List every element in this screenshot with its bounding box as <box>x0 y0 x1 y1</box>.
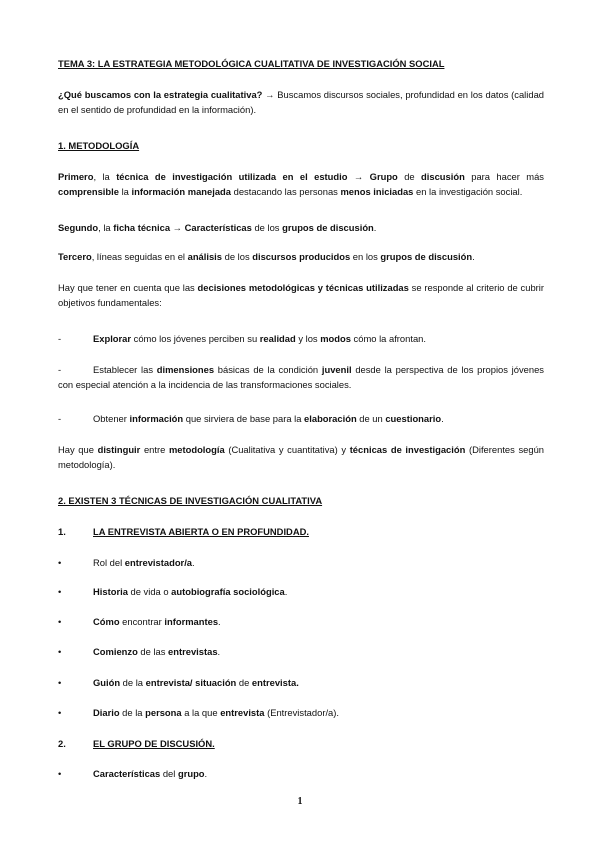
section-2-heading <box>58 493 544 508</box>
primero-paragraph: Primero, la técnica de investigación utilizada en el estudio → Grupo de discusión para hacer más comprensible la información manejada destacando las personas menos iniciadas en la investigación social. <box>58 171 544 197</box>
section-2-heading-text: 2. EXISTEN 3 TÉCNICAS DE INVESTIGACIÓN CUALITATIVA <box>58 495 323 506</box>
dash-marker: - <box>58 413 62 424</box>
dash-marker: - <box>58 364 62 375</box>
tercero-paragraph: Tercero, líneas seguidas en el análisis de los discursos producidos en los grupos de discusión. <box>58 251 475 262</box>
bullet-marker: • <box>58 768 62 779</box>
section-1-heading-text: 1. METODOLOGÍA <box>58 140 140 151</box>
segundo-paragraph: Segundo, la ficha técnica → Características de los grupos de discusión. <box>58 222 377 233</box>
dash-marker: - <box>58 333 62 344</box>
intro-paragraph <box>58 87 544 117</box>
title-text: TEMA 3: LA ESTRATEGIA METODOLÓGICA CUALITATIVA DE INVESTIGACIÓN SOCIAL <box>58 58 445 69</box>
bullet-marker: • <box>58 586 62 597</box>
hay-que-paragraph-1: Hay que tener en cuenta que las decisiones metodológicas y técnicas utilizadas se responde al criterio de cubrir objetivos fundamentales: <box>58 282 544 308</box>
bullet-marker: • <box>58 677 62 688</box>
number-marker: 2. <box>58 738 66 749</box>
hay-que-paragraph-2: Hay que distinguir entre metodología (Cualitativa y cuantitativa) y técnicas de investigación (Diferentes según metodología). <box>58 444 545 470</box>
numbered-item-label: LA ENTREVISTA ABIERTA O EN PROFUNDIDAD. <box>93 526 309 537</box>
document-title <box>58 56 544 71</box>
bullet-marker: • <box>58 616 62 627</box>
bullet-marker: • <box>58 557 62 568</box>
numbered-item-label: EL GRUPO DE DISCUSIÓN. <box>93 738 215 749</box>
bullet-marker: • <box>58 646 62 657</box>
page-number: 1 <box>297 796 303 807</box>
intro-answer: → Buscamos discursos sociales, profundidad en los datos (calidad en el sentido de profundidad en la información). <box>58 89 544 115</box>
number-marker: 1. <box>58 526 66 537</box>
document-page: TEMA 3: LA ESTRATEGIA METODOLÓGICA CUALITATIVA DE INVESTIGACIÓN SOCIAL ¿Qué buscamos con la estrategia cualitativa? → Buscamos discursos sociales, profundidad en los datos (calidad en el sentido de profundidad en la información). 1. METODOLOGÍA Primero, la técnica de investigación utilizada en el estudio → Grupo de discusión para hacer más comprensible la información manejada destacando las personas menos iniciadas en la investigación social. Segundo, la ficha técnica → Características de los grupos de discusión. Tercero, líneas seguidas en el análisis de los discursos producidos en los grupos de discusión. Hay que tener en cuenta que las decisiones metodológicas y técnicas utilizadas se responde al criterio de cubrir objetivos fundamentales: - Explorar cómo los jóvenes perciben su realidad y los modos cómo la afrontan. - Establecer las dimensiones básicas de la condición juvenil desde la perspectiva de los propios jóvenes con especial atención a la incidencia de las transformaciones sociales. - Obtener información que sirviera de base para la elaboración de un cuestionario. Hay que distinguir entre metodología (Cualitativa y cuantitativa) y técnicas de investigación (Diferentes según metodología). 2. EXISTEN 3 TÉCNICAS DE INVESTIGACIÓN CUALITATIVA 1. LA ENTREVISTA ABIERTA O EN PROFUNDIDAD. • Rol del entrevistador/a. • Historia de vida o autobiografía sociológica. • Cómo encontrar informantes. • Comienzo de las entrevistas. • Guión de la entrevista/ situación de entrevista. • Diario de la persona a la que entrevista (Entrevistador/a). 2. EL GRUPO DE DISCUSIÓN. • Características del grupo. 1 <box>0 0 600 848</box>
intro-question: ¿Qué buscamos con la estrategia cualitativa? <box>58 89 263 100</box>
bullet-marker: • <box>58 707 62 718</box>
section-1-heading <box>58 138 544 153</box>
